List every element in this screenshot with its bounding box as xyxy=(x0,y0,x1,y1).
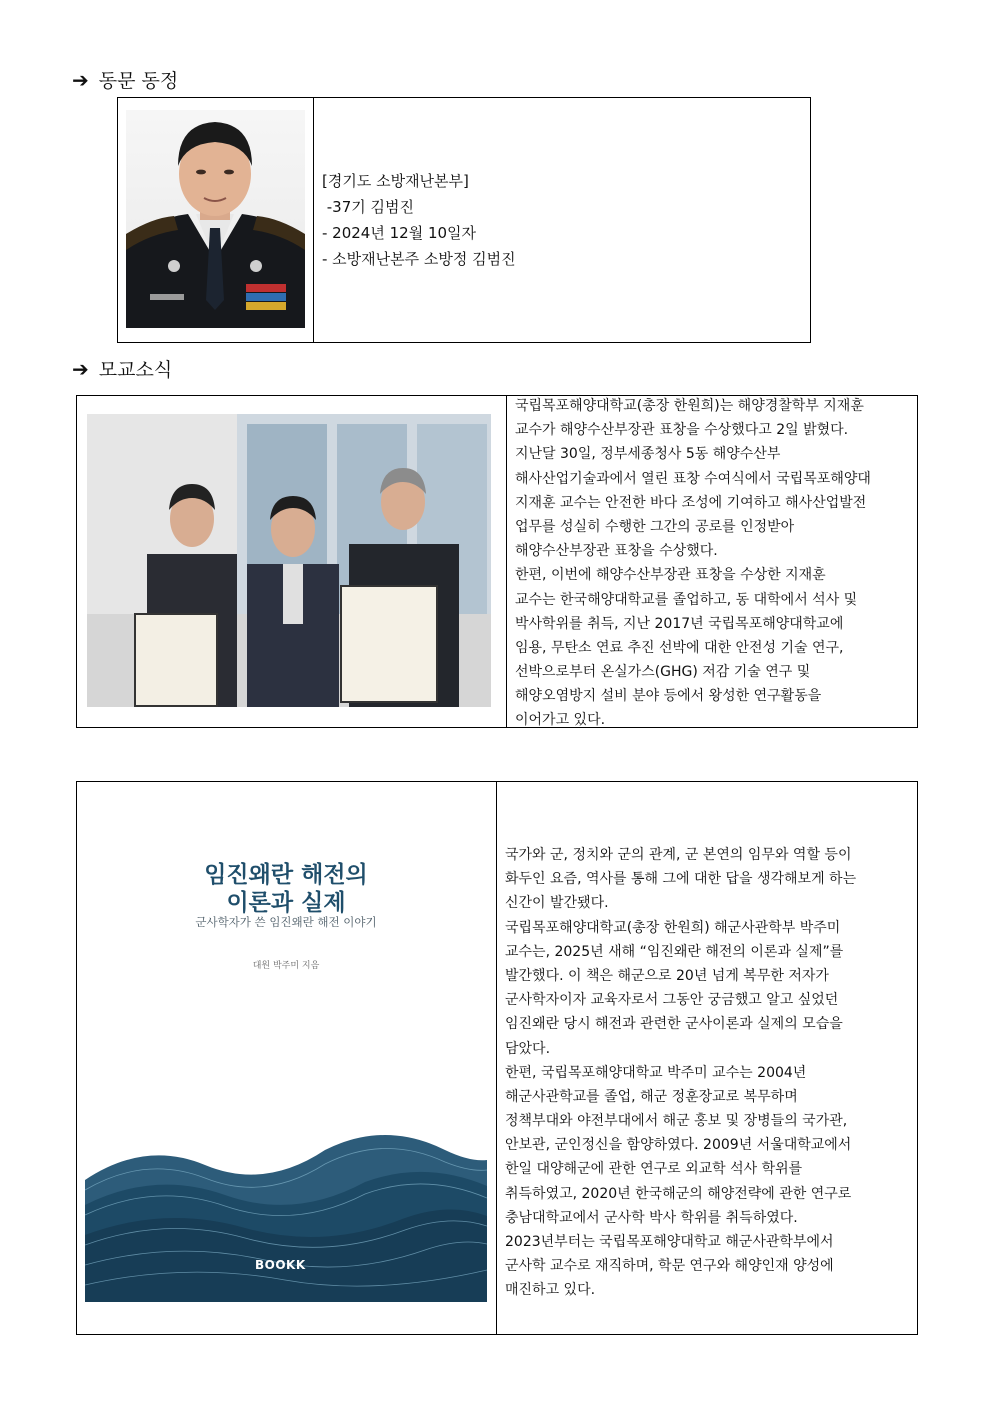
paragraph-line: 해사산업기술과에서 열린 표창 수여식에서 국립목포해양대 xyxy=(515,470,871,487)
paragraph-line: 안보관, 군인정신을 함양하였다. 2009년 서울대학교에서 xyxy=(505,1137,852,1154)
paragraph-line: 교수는, 2025년 새해 “임진왜란 해전의 이론과 실제”를 xyxy=(505,943,844,960)
paragraph-line: 선박으로부터 온실가스(GHG) 저감 기술 연구 및 xyxy=(515,664,811,681)
paragraph-line: 국가와 군, 정치와 군의 관계, 군 본연의 임무와 역할 등이 xyxy=(505,847,852,863)
alumni-line: - 2024년 12월 10일자 xyxy=(322,224,477,242)
paragraph-line: 담았다. xyxy=(505,1040,551,1057)
alumni-line: - 소방재난본주 소방정 김범진 xyxy=(322,250,516,268)
arrow-right-icon: ➔ xyxy=(72,356,89,381)
wave-illustration xyxy=(85,1120,487,1302)
book-cover xyxy=(85,790,487,1302)
book-author: 대원 박주미 지음 xyxy=(252,961,320,971)
paragraph-line: 한일 대양해군에 관한 연구로 외교학 석사 학위를 xyxy=(505,1161,803,1178)
paragraph-line: 이어가고 있다. xyxy=(515,712,606,729)
paragraph-line: 지난달 30일, 정부세종청사 5동 해양수산부 xyxy=(515,446,781,463)
paragraph-line: 임용, 무탄소 연료 추진 선박에 대한 안전성 기술 연구, xyxy=(515,639,844,656)
paragraph-line: 화두인 요즘, 역사를 통해 그에 대한 답을 생각해보게 하는 xyxy=(505,871,857,888)
paragraph-line: 한편, 이번에 해양수산부장관 표창을 수상한 지재훈 xyxy=(515,567,826,584)
paragraph-line: 취득하였고, 2020년 한국해군의 해양전략에 관한 연구로 xyxy=(505,1185,852,1202)
book-subtitle: 군사학자가 쓴 임진왜란 해전 이야기 xyxy=(195,915,377,929)
alumni-line: -37기 김범진 xyxy=(322,198,414,216)
paragraph-line: 정책부대와 야전부대에서 해군 홍보 및 장병들의 국가관, xyxy=(505,1113,848,1130)
publisher-logo: BOOKK xyxy=(255,1258,306,1272)
paragraph-line: 업무를 성실히 수행한 그간의 공로를 인정받아 xyxy=(515,518,795,535)
arrow-right-icon: ➔ xyxy=(72,67,89,92)
alumni-line: [경기도 소방재난본부] xyxy=(322,172,469,190)
paragraph-line: 군사학 교수로 재직하며, 학문 연구와 해양인재 양성에 xyxy=(505,1258,834,1275)
alumni-news-text xyxy=(322,168,516,272)
paragraph-line: 교수는 한국해양대학교를 졸업하고, 동 대학에서 석사 및 xyxy=(515,591,858,608)
school-news-text xyxy=(515,394,871,733)
alumni-news-box xyxy=(117,97,811,343)
book-title-line2: 이론과 실제 xyxy=(226,889,346,916)
paragraph-line: 발간했다. 이 책은 해군으로 20년 넘게 복무한 저자가 xyxy=(505,967,829,984)
paragraph-line: 군사학자이자 교육자로서 그동안 궁금했고 알고 싶었던 xyxy=(505,992,839,1009)
heading-alumni-news-label: 동문 동정 xyxy=(98,70,179,92)
paragraph-line: 교수가 해양수산부장관 표창을 수상했다고 2일 밝혔다. xyxy=(515,422,849,439)
paragraph-line: 지재훈 교수는 안전한 바다 조성에 기여하고 해사산업발전 xyxy=(515,494,867,511)
paragraph-line: 해양오염방지 설비 분야 등에서 왕성한 연구활동을 xyxy=(515,688,822,705)
heading-school-news-label: 모교소식 xyxy=(98,359,173,381)
paragraph-line: 임진왜란 당시 해전과 관련한 군사이론과 실제의 모습을 xyxy=(505,1016,843,1033)
heading-school-news xyxy=(72,355,172,382)
paragraph-line: 국립목포해양대학교(총장 한원희) 해군사관학부 박주미 xyxy=(505,919,841,936)
paragraph-line: 박사학위를 취득, 지난 2017년 국립목포해양대학교에 xyxy=(515,615,844,632)
paragraph-line: 매진하고 있다. xyxy=(505,1282,596,1299)
paragraph-line: 국립목포해양대학교(총장 한원희)는 해양경찰학부 지재훈 xyxy=(515,398,864,414)
book-news-text xyxy=(505,843,856,1303)
paragraph-line: 해군사관학교를 졸업, 해군 정훈장교로 복무하며 xyxy=(505,1088,798,1105)
award-ceremony-photo xyxy=(87,414,491,707)
paragraph-line: 한편, 국립목포해양대학교 박주미 교수는 2004년 xyxy=(505,1064,807,1081)
heading-alumni-news xyxy=(72,66,178,93)
paragraph-line: 2023년부터는 국립목포해양대학교 해군사관학부에서 xyxy=(505,1234,834,1250)
paragraph-line: 신간이 발간됐다. xyxy=(505,895,609,912)
paragraph-line: 충남대학교에서 군사학 박사 학위를 취득하였다. xyxy=(505,1209,798,1226)
book-news-box xyxy=(76,781,918,1335)
school-news-box xyxy=(76,395,918,728)
book-title-line1: 임진왜란 해전의 xyxy=(204,861,368,888)
paragraph-line: 해양수산부장관 표창을 수상했다. xyxy=(515,543,718,560)
portrait-photo xyxy=(126,110,305,328)
